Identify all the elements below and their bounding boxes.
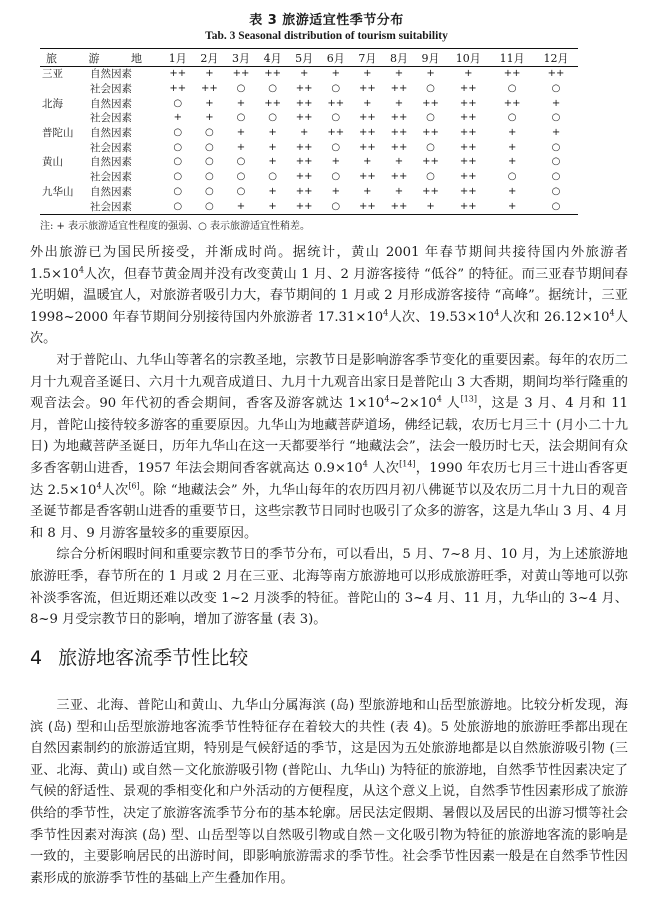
seasonal-suitability-table — [40, 48, 578, 215]
column-header-month: 8月 — [389, 51, 408, 65]
cell-suitability: ○ — [236, 185, 246, 197]
cell-suitability: ○ — [205, 200, 214, 212]
cell-suitability: + — [299, 127, 309, 139]
cell-site — [40, 140, 90, 155]
superscript: 4 — [362, 459, 368, 469]
cell-suitability: ++ — [459, 127, 477, 139]
cell-suitability: ++ — [390, 127, 408, 139]
text-run: ，1990 年农历七月三十进山香客更达 2.5×10 — [30, 460, 628, 498]
cell-suitability: ○ — [173, 171, 183, 183]
cell-suitability: ○ — [173, 97, 183, 109]
cell-suitability: ○ — [426, 171, 435, 183]
cell-suitability: ++ — [422, 185, 439, 197]
cell-suitability: + — [363, 185, 372, 197]
cell-suitability: + — [551, 97, 561, 109]
cell-site — [40, 199, 90, 214]
column-header-month: 7月 — [358, 51, 377, 65]
cell-suitability: ○ — [551, 112, 561, 124]
cell-suitability: + — [507, 127, 517, 139]
table-row — [40, 140, 578, 155]
table-caption-english: Tab. 3 Seasonal distribution of tourism suitability — [205, 30, 448, 42]
cell-suitability: + — [331, 68, 340, 80]
cell-suitability: + — [394, 97, 404, 109]
cell-suitability: ++ — [422, 127, 439, 139]
cell-suitability: ○ — [236, 112, 246, 124]
cell-suitability: ++ — [169, 83, 187, 95]
cell-suitability: ++ — [295, 112, 313, 124]
cell-suitability: + — [236, 97, 246, 109]
text-run: 人次和 26.12×10 — [499, 309, 610, 325]
cell-site: 九华山 — [42, 185, 74, 198]
cell-suitability: ○ — [268, 112, 277, 124]
citation-reference[interactable]: [6] — [128, 481, 140, 491]
cell-site: 普陀山 — [42, 127, 74, 140]
cell-factor: 社会因素 — [90, 83, 132, 96]
cell-suitability: ++ — [390, 200, 408, 212]
cell-suitability: ++ — [295, 200, 313, 212]
text-run: 外出旅游已为国民所接受，并渐成时尚。据统计，黄山 2001 年春节期间共接待国内外旅游者 1.5×10 — [30, 245, 628, 282]
cell-suitability: ++ — [358, 112, 376, 124]
cell-site — [40, 111, 90, 126]
cell-suitability: + — [268, 141, 277, 153]
cell-suitability: ○ — [205, 185, 214, 197]
section-title: 旅游地客流季节性比较 — [58, 647, 249, 669]
text-run: 人次。 — [30, 309, 629, 347]
cell-suitability: ++ — [503, 68, 521, 80]
cell-suitability: ○ — [205, 127, 214, 139]
cell-suitability: ++ — [201, 83, 218, 95]
table-row — [40, 170, 578, 185]
column-header-month: 2月 — [200, 51, 219, 65]
cell-suitability: ○ — [331, 141, 341, 153]
cell-suitability: ++ — [459, 83, 477, 95]
cell-suitability: ++ — [358, 200, 376, 212]
cell-suitability: + — [205, 97, 214, 109]
paragraph-4: 三亚、北海、普陀山和黄山、九华山分属海滨 (岛) 型旅游地和山岳型旅游地。比较分析发现，海滨 (岛) 型和山岳型旅游地客流季节性特征存在着较大的共性 (表 4)。5 处旅游地的旅游旺季都出现在自然因素制约的旅游适宜期，特别是气候舒适的季节，这是因为五处旅游地都是以自然旅游吸引物 (三亚、北海、黄山) 或自然－文化旅游吸引物 (普陀山、九华山) 为特征的旅游地，自然季节性因素决定了气候的舒适性、景观的季相变化和户外活动的方便程度，从这个意义上说，自然季节性因素形成了旅游供给的季节性，决定了旅游客流季节分布的基本轮廓。居民法定假期、暑假以及居民的出游习惯等社会季节性因素对海滨 (岛) 型、山岳型等以自然吸引物或自然－文化吸引物为特征的旅游地客流的影响是一致的，主要影响居民的出游时间，即影响旅游需求的季节性。社会季节性因素一般是在自然季节性因素形成的旅游季节性的基础上产生叠加作用。 — [30, 698, 628, 886]
cell-suitability: ++ — [547, 68, 565, 80]
cell-suitability: + — [363, 68, 372, 80]
cell-suitability: + — [331, 185, 340, 197]
cell-suitability: + — [426, 200, 435, 212]
cell-suitability: ○ — [551, 171, 561, 183]
text-run: ，这是 3 月、4 月和 11 月，普陀山接待较多游客的重要原因。九华山为地藏菩萨道场，佛经记载，农历七月三十 (月小二十九日) 为地藏菩萨圣诞日，历年九华山在这一天都要举行 “地藏法会”，法会一般历时七天，法会期间有众多香客朝山进香，1957 年法会期间香客就高达 0.9×10 — [30, 396, 628, 476]
cell-suitability: + — [268, 156, 277, 168]
cell-suitability: ++ — [503, 97, 521, 109]
cell-suitability: ○ — [551, 156, 561, 168]
cell-suitability: ++ — [459, 200, 477, 212]
paragraph-2 — [30, 350, 628, 544]
cell-suitability: + — [551, 127, 561, 139]
column-header-month: 4月 — [263, 51, 282, 65]
cell-suitability: ++ — [390, 141, 408, 153]
cell-suitability: ++ — [459, 141, 477, 153]
body-text-block-2 — [30, 695, 628, 889]
cell-suitability: ○ — [236, 171, 246, 183]
paragraph-1 — [30, 242, 628, 350]
cell-suitability: ++ — [327, 97, 345, 109]
cell-suitability: ○ — [551, 200, 561, 212]
superscript: 4 — [383, 308, 389, 318]
cell-suitability: + — [464, 68, 473, 80]
cell-suitability: + — [205, 68, 214, 80]
cell-suitability: ++ — [264, 97, 281, 109]
cell-suitability: ○ — [507, 112, 517, 124]
column-header-month: 10月 — [455, 51, 481, 65]
cell-site: 三亚 — [42, 68, 63, 81]
cell-site: 北海 — [42, 97, 63, 110]
cell-suitability: + — [205, 112, 214, 124]
cell-suitability: ○ — [173, 156, 183, 168]
cell-suitability: + — [363, 156, 372, 168]
cell-suitability: ++ — [358, 127, 376, 139]
text-run: 对于普陀山、九华山等著名的宗教圣地，宗教节日是影响游客季节变化的重要因素。每年的农历二月十九观音圣诞日、六月十九观音成道日、九月十九观音出家日是普陀山 3 大香期，期间均举行隆重的观音法会。90 年代初的香会期间，香客及游客就达 1×10 — [30, 352, 628, 412]
cell-suitability: ++ — [295, 141, 313, 153]
cell-factor: 自然因素 — [90, 127, 132, 140]
cell-suitability: + — [394, 156, 404, 168]
paragraph-3: 综合分析闲暇时间和重要宗教节日的季节分布，可以看出，5 月、7~8 月、10 月，为上述旅游地旅游旺季，春节所在的 1 月或 2 月在三亚、北海等南方旅游地可以形成旅游旺季，对黄山等地可以弥补淡季客流，但近期还难以改变 1~2 月淡季的特征。普陀山的 3~4 月、11 月，九华山的 3~4 月、8~9 月受宗教节日的影响，增加了游客量 (表 3)。 — [30, 547, 628, 628]
cell-suitability: ○ — [426, 112, 435, 124]
cell-suitability: ○ — [331, 171, 341, 183]
column-header-month: 1月 — [168, 51, 187, 65]
cell-suitability: + — [394, 68, 404, 80]
superscript: 4 — [609, 308, 615, 318]
cell-suitability: ++ — [459, 97, 477, 109]
cell-suitability: ○ — [173, 185, 183, 197]
cell-suitability: ++ — [295, 185, 313, 197]
cell-factor: 社会因素 — [90, 112, 132, 125]
cell-factor: 社会因素 — [90, 171, 132, 184]
cell-suitability: + — [173, 112, 182, 124]
column-header-month: 12月 — [543, 51, 569, 65]
cell-suitability: ○ — [507, 83, 517, 95]
cell-suitability: ○ — [331, 83, 341, 95]
cell-suitability: ++ — [295, 156, 313, 168]
cell-suitability: ++ — [295, 83, 313, 95]
body-text-block-1 — [30, 242, 628, 631]
text-run: 人 — [441, 396, 461, 412]
table-row — [40, 67, 578, 82]
table-row — [40, 199, 578, 214]
cell-suitability: ++ — [390, 171, 408, 183]
cell-suitability: ++ — [358, 83, 376, 95]
section-heading — [30, 643, 248, 670]
table-note: 注: + 表示旅游适宜性程度的强弱、○ 表示旅游适宜性稍差。 — [40, 221, 311, 232]
cell-suitability: + — [268, 185, 277, 197]
cell-suitability: ++ — [422, 156, 439, 168]
column-header-month: 5月 — [295, 51, 314, 65]
table-row — [40, 111, 578, 126]
cell-suitability: ++ — [295, 97, 313, 109]
cell-suitability: ○ — [236, 156, 246, 168]
cell-factor: 社会因素 — [90, 141, 132, 154]
text-run: ~2×10 — [389, 396, 437, 412]
superscript: 4 — [384, 394, 390, 404]
superscript: 4 — [78, 265, 84, 275]
cell-suitability: + — [394, 185, 404, 197]
table-row — [40, 185, 578, 200]
cell-suitability: ○ — [507, 171, 517, 183]
cell-suitability: ○ — [205, 156, 214, 168]
cell-suitability: ○ — [173, 127, 183, 139]
text-run: 人次、19.53×10 — [388, 309, 495, 325]
table-row — [40, 96, 578, 111]
citation-reference[interactable]: [14] — [399, 459, 416, 469]
cell-suitability: + — [507, 185, 517, 197]
cell-suitability: ○ — [331, 112, 341, 124]
cell-suitability: ○ — [173, 200, 183, 212]
cell-suitability: ○ — [173, 141, 183, 153]
cell-suitability: + — [236, 127, 246, 139]
cell-suitability: + — [426, 68, 435, 80]
cell-factor: 自然因素 — [90, 97, 132, 110]
cell-suitability: ○ — [551, 141, 561, 153]
cell-suitability: + — [507, 200, 517, 212]
cell-factor: 自然因素 — [90, 185, 132, 198]
cell-suitability: ○ — [551, 185, 561, 197]
text-run: 人次，但春节黄金周并没有改变黄山 1 月、2 月游客接待 “低谷” 的特征。而三亚春节期间春光明媚，温暖宜人，对旅游者吸引力大，春节期间的 1 月或 2 月形成游客接待 “高峰”。据统计，三亚 1998~2000 年春节期间分别接待国内外旅游者 17.31×10 — [30, 266, 628, 325]
cell-suitability: ++ — [264, 68, 281, 80]
column-header-month: 11月 — [499, 51, 525, 65]
table-caption-chinese: 表 3 旅游适宜性季节分布 — [249, 13, 404, 28]
cell-suitability: ○ — [551, 83, 561, 95]
cell-suitability: + — [236, 141, 246, 153]
cell-suitability: ++ — [232, 68, 250, 80]
cell-suitability: ++ — [295, 171, 313, 183]
column-header-month: 9月 — [421, 51, 440, 65]
cell-suitability: ++ — [459, 171, 477, 183]
cell-site: 黄山 — [42, 156, 63, 169]
cell-suitability: ++ — [459, 156, 477, 168]
text-run: 。除 “地藏法会” 外，九华山每年的农历四月初八佛诞节以及农历二月十九日的观音圣诞节都是香客朝山进香的重要节日，这些宗教节日同时也吸引了众多的游客，这是九华山 3 月、4 月和 8 月、9 月游客量较多的重要原因。 — [30, 482, 628, 541]
cell-suitability: + — [507, 141, 517, 153]
cell-suitability: ○ — [268, 171, 277, 183]
cell-suitability: ++ — [422, 97, 439, 109]
superscript: 4 — [494, 308, 500, 318]
cell-suitability: + — [268, 127, 277, 139]
cell-suitability: + — [331, 156, 340, 168]
column-header-month: 6月 — [326, 51, 345, 65]
text-run: 人次 — [101, 482, 129, 498]
cell-suitability: + — [268, 200, 277, 212]
text-run: 人次 — [367, 460, 400, 476]
cell-suitability: ○ — [268, 83, 277, 95]
superscript: 4 — [436, 394, 442, 404]
cell-suitability: ++ — [390, 112, 408, 124]
cell-suitability: ++ — [358, 171, 376, 183]
cell-suitability: ++ — [459, 112, 477, 124]
table-row — [40, 82, 578, 97]
cell-suitability: ○ — [426, 141, 435, 153]
cell-suitability: + — [507, 156, 517, 168]
cell-suitability: ○ — [426, 83, 435, 95]
superscript: 4 — [96, 481, 102, 491]
column-header-site: 旅 游 地 — [46, 51, 156, 65]
cell-suitability: ○ — [205, 171, 214, 183]
cell-suitability: + — [236, 200, 246, 212]
cell-suitability: ++ — [358, 141, 376, 153]
cell-suitability: ○ — [205, 141, 214, 153]
cell-site — [40, 82, 90, 97]
cell-factor: 自然因素 — [90, 68, 132, 81]
cell-suitability: + — [363, 97, 372, 109]
citation-reference[interactable]: [13] — [460, 394, 477, 404]
section-number: 4 — [30, 647, 43, 669]
cell-suitability: ○ — [331, 200, 341, 212]
column-header-month: 3月 — [231, 51, 250, 65]
cell-suitability: ++ — [169, 68, 187, 80]
cell-suitability: + — [299, 68, 309, 80]
table-header-row — [40, 49, 578, 67]
cell-site — [40, 170, 90, 185]
cell-factor: 自然因素 — [90, 156, 132, 169]
table-body — [40, 67, 578, 215]
cell-suitability: ○ — [236, 83, 246, 95]
cell-suitability: ++ — [327, 127, 345, 139]
table-row — [40, 155, 578, 170]
cell-suitability: ++ — [390, 83, 408, 95]
cell-factor: 社会因素 — [90, 200, 132, 213]
cell-suitability: ++ — [459, 185, 477, 197]
table-row — [40, 126, 578, 141]
